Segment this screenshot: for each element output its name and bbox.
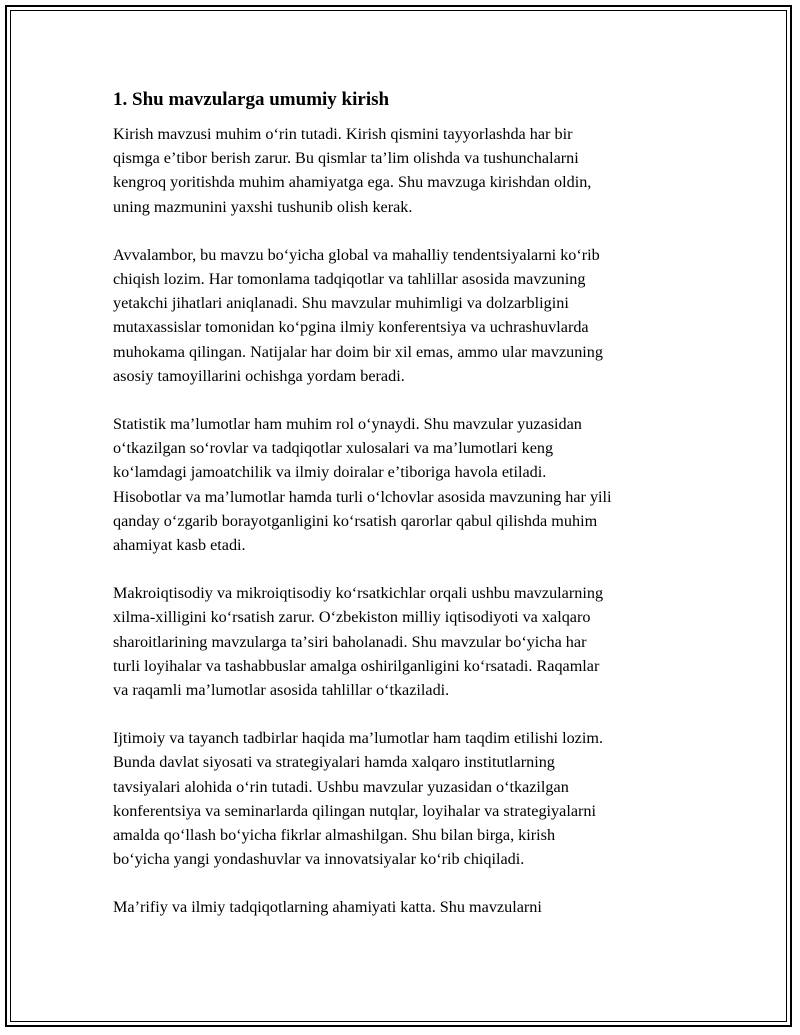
paragraph-3: Statistik maʼlumotlar ham muhim rol oʻynaydi. Shu mavzular yuzasidan oʻtkazilgan soʻrovlar va tadqiqotlar xulosalari va maʼlumotlari keng koʻlamdagi jamoatchilik va ilmiy doiralar eʼtiboriga havola etiladi. Hisobotlar va maʼlumotlar hamda turli oʻlchovlar asosida mavzuning har yili qanday oʻzgarib borayotganligini koʻrsatish qarorlar qabul qilishda muhim ahamiyat kasb etadi. <box>113 415 612 555</box>
document-body <box>113 88 678 944</box>
paragraph-5: Ijtimoiy va tayanch tadbirlar haqida maʼlumotlar ham taqdim etilishi lozim. Bunda davlat siyosati va strategiyalari hamda xalqaro institutlarning tavsiyalari alohida oʻrin tutadi. Ushbu mavzular yuzasidan oʻtkazilgan konferentsiya va seminarlarda qilingan nutqlar, loyihalar va strategiyalarni amalda qoʻllash boʻyicha fikrlar almashilgan. Shu bilan birga, kirish boʻyicha yangi yondashuvlar va innovatsiyalar koʻrib chiqiladi. <box>113 729 603 869</box>
paragraph-4: Makroiqtisodiy va mikroiqtisodiy koʻrsatkichlar orqali ushbu mavzularning xilma-xilligini koʻrsatish zarur. Oʻzbekiston milliy iqtisodiyoti va xalqaro sharoitlarining mavzularga taʼsiri baholanadi. Shu mavzular boʻyicha har turli loyihalar va tashabbuslar amalga oshirilganligini koʻrsatadi. Raqamlar va raqamli maʼlumotlar asosida tahlillar oʻtkaziladi. <box>113 584 604 700</box>
paragraph-2: Avvalambor, bu mavzu boʻyicha global va mahalliy tendentsiyalarni koʻrib chiqish lozim. Har tomonlama tadqiqotlar va tahlillar asosida mavzuning yetakchi jihatlari aniqlanadi. Shu mavzular muhimligi va dolzarbligini mutaxassislar tomonidan koʻpgina ilmiy konferentsiya va uchrashuvlarda muhokama qilingan. Natijalar har doim bir xil emas, ammo ular mavzuning asosiy tamoyillarini ochishga yordam beradi. <box>113 245 603 385</box>
paragraph-6: Maʼrifiy va ilmiy tadqiqotlarning ahamiyati katta. Shu mavzularni <box>113 898 542 917</box>
section-heading: 1. Shu mavzularga umumiy kirish <box>113 89 390 110</box>
paragraph-1: Kirish mavzusi muhim oʻrin tutadi. Kirish qismini tayyorlashda har bir qismga eʼtibor berish zarur. Bu qismlar taʼlim olishda va tushunchalarni kengroq yoritishda muhim ahamiyatga ega. Shu mavzuga kirishdan oldin, uning mazmunini yaxshi tushunib olish kerak. <box>113 125 592 216</box>
